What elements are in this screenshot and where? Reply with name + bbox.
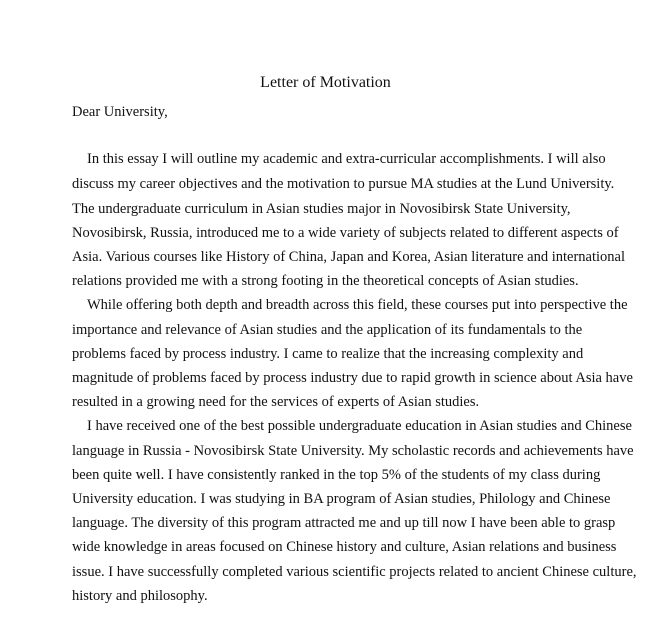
paragraph-1-line-6: relations provided me with a strong footing in the theoretical concepts of Asian studies. [72, 273, 579, 289]
paragraph-1-line-2: discuss my career objectives and the motivation to pursue MA studies at the Lund University. [72, 176, 615, 192]
paragraph-3-line-7: issue. I have successfully completed various scientific projects related to ancient Chinese culture, [72, 564, 637, 580]
paragraph-3-line-2: language in Russia - Novosibirsk State University. My scholastic records and achievements have [72, 443, 634, 459]
paragraph-3-line-8: history and philosophy. [72, 588, 208, 604]
paragraph-3-line-1: I have received one of the best possible undergraduate education in Asian studies and Chinese [87, 418, 632, 434]
paragraph-2-line-2: importance and relevance of Asian studies and the application of its fundamentals to the [72, 322, 583, 338]
paragraph-1-line-5: Asia. Various courses like History of China, Japan and Korea, Asian literature and international [72, 249, 626, 265]
paragraph-1-line-3: The undergraduate curriculum in Asian studies major in Novosibirsk State University, [72, 201, 571, 217]
paragraph-1-line-1: In this essay I will outline my academic and extra-curricular accomplishments. I will also [87, 151, 606, 167]
letter-greeting: Dear University, [72, 104, 168, 120]
paragraph-3-line-4: University education. I was studying in BA program of Asian studies, Philology and Chinese [72, 491, 611, 507]
paragraph-2-line-4: magnitude of problems faced by process industry due to rapid growth in science about Asia have [72, 370, 633, 386]
paragraph-2-line-1: While offering both depth and breadth across this field, these courses put into perspective the [87, 297, 628, 313]
paragraph-2-line-5: resulted in a growing need for the services of experts of Asian studies. [72, 394, 480, 410]
paragraph-3-line-6: wide knowledge in areas focused on Chinese history and culture, Asian relations and business [72, 539, 617, 555]
paragraph-3-line-3: been quite well. I have consistently ranked in the top 5% of the students of my class during [72, 467, 601, 483]
paragraph-3-line-5: language. The diversity of this program attracted me and up till now I have been able to grasp [72, 515, 616, 531]
paragraph-2-line-3: problems faced by process industry. I came to realize that the increasing complexity and [72, 346, 584, 362]
letter-title: Letter of Motivation [260, 74, 391, 91]
paragraph-1-line-4: Novosibirsk, Russia, introduced me to a wide variety of subjects related to different aspects of [72, 225, 619, 241]
